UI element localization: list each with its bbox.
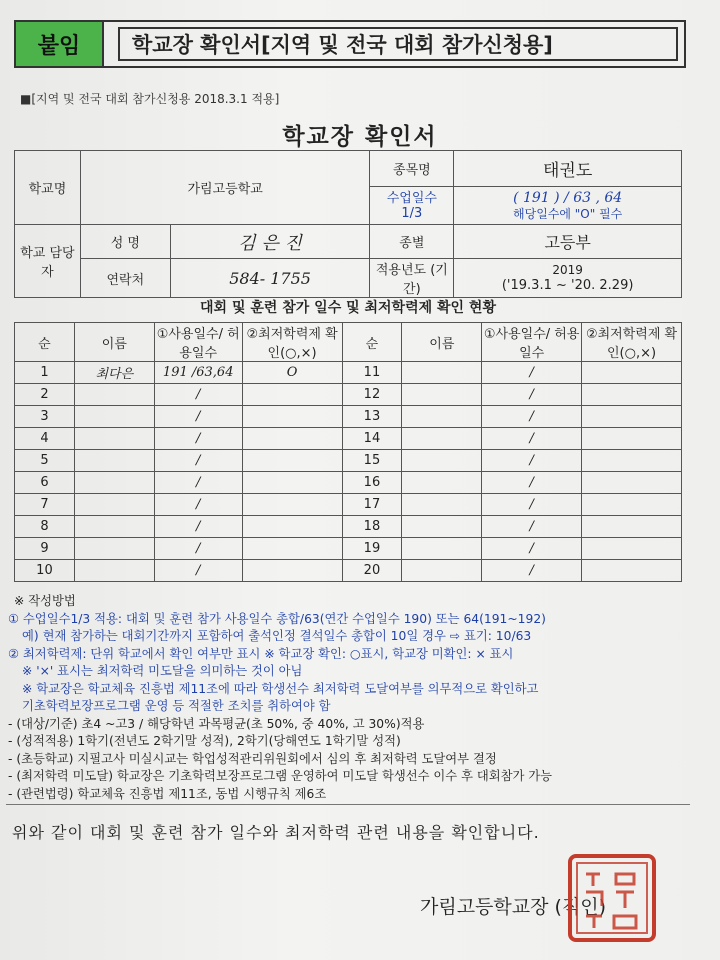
row-check — [582, 406, 682, 428]
table-row — [15, 516, 682, 538]
row-name — [402, 406, 482, 428]
division-value: 고등부 — [454, 225, 682, 259]
row-no: 10 — [15, 560, 75, 582]
row-days: / — [482, 516, 582, 538]
participation-table — [14, 322, 682, 582]
form-version-note: ■[지역 및 전국 대회 참가신청용 2018.3.1 적용] — [20, 92, 280, 106]
table-row — [15, 428, 682, 450]
row-days: / — [482, 560, 582, 582]
table-row — [15, 384, 682, 406]
row-days: / — [154, 450, 242, 472]
note-5: - (대상/기준) 초4 ~고3 / 해당학년 과목평균(초 50%, 중 40%, 고 30%)적용 — [8, 716, 425, 731]
row-no: 16 — [342, 472, 402, 494]
row-name — [402, 516, 482, 538]
row-days: / — [482, 450, 582, 472]
note-6: - (성적적용) 1학기(전년도 2학기말 성적), 2학기(당해연도 1학기말 성적) — [8, 734, 401, 748]
row-name — [74, 472, 154, 494]
row-check — [582, 472, 682, 494]
row-check — [242, 406, 342, 428]
row-no: 7 — [15, 494, 75, 516]
attachment-label: 붙임 — [16, 22, 104, 66]
class-days-value: ( 191 ) / 63 , 64 — [513, 189, 623, 206]
table-row — [15, 472, 682, 494]
row-name — [74, 560, 154, 582]
row-no: 8 — [15, 516, 75, 538]
class-days-note: 해당일수에 "O" 필수 — [513, 206, 623, 221]
period-label: 적용년도 (기간) — [370, 259, 454, 298]
row-no: 12 — [342, 384, 402, 406]
row-name — [74, 384, 154, 406]
row-days: / — [482, 406, 582, 428]
row-no: 4 — [15, 428, 75, 450]
contact-label: 연락처 — [80, 259, 170, 298]
row-days: / — [482, 362, 582, 384]
class-days-fraction: 1/3 — [401, 205, 423, 221]
period-year: 2019 — [552, 263, 583, 277]
row-days: / — [154, 472, 242, 494]
status-table-title: 대회 및 훈련 참가 일수 및 최저학력제 확인 현황 — [200, 300, 496, 316]
row-name — [402, 560, 482, 582]
row-check — [582, 560, 682, 582]
table-row — [15, 494, 682, 516]
row-name — [74, 538, 154, 560]
row-name: 최다은 — [74, 362, 154, 384]
row-check — [242, 472, 342, 494]
school-label: 학교명 — [15, 151, 81, 225]
row-name — [402, 538, 482, 560]
col-academic-left: ②최저학력제 확인(○,×) — [242, 323, 342, 362]
note-2: ② 최저학력제: 단위 학교에서 확인 여부만 표시 ※ 학교장 확인: ○표시, 학교장 미확인: × 표시 — [8, 646, 514, 661]
col-academic-right: ②최저학력제 확인(○,×) — [582, 323, 682, 362]
row-check — [582, 516, 682, 538]
note-4a: ※ 학교장은 학교체육 진흥법 제11조에 따라 학생선수 최저학력 도달여부를 의무적으로 확인하고 — [22, 681, 539, 696]
row-no: 2 — [15, 384, 75, 406]
notes-heading: ※ 작성방법 — [14, 594, 76, 608]
row-check — [582, 362, 682, 384]
row-days: / — [154, 494, 242, 516]
header-title: 학교장 확인서[지역 및 전국 대회 참가신청용] — [118, 27, 678, 61]
row-name — [402, 472, 482, 494]
row-no: 14 — [342, 428, 402, 450]
note-3: ※ '×' 표시는 최저학력 미도달을 의미하는 것이 아님 — [22, 664, 303, 678]
instructions — [8, 593, 698, 803]
row-name — [74, 516, 154, 538]
header-bar — [14, 20, 686, 68]
row-check — [582, 428, 682, 450]
row-check — [242, 516, 342, 538]
school-name: 가림고등학교 — [80, 151, 370, 225]
row-no: 20 — [342, 560, 402, 582]
row-no: 1 — [15, 362, 75, 384]
row-no: 19 — [342, 538, 402, 560]
row-check — [242, 384, 342, 406]
division-label: 종별 — [370, 225, 454, 259]
manager-name: 김 은 진 — [170, 225, 370, 259]
row-days: / — [154, 428, 242, 450]
row-no: 15 — [342, 450, 402, 472]
row-days: / — [154, 560, 242, 582]
row-days: 191 /63,64 — [154, 362, 242, 384]
table-row — [15, 560, 682, 582]
row-name — [402, 494, 482, 516]
row-check — [242, 428, 342, 450]
confirmation-statement: 위와 같이 대회 및 훈련 참가 일수와 최저학력 관련 내용을 확인합니다. — [12, 823, 540, 842]
note-4b: 기초학력보장프로그램 운영 등 적절한 조치를 취하여야 함 — [22, 699, 331, 713]
manager-label: 학교 담당자 — [15, 225, 81, 298]
col-days-right: ①사용일수/ 허용일수 — [482, 323, 582, 362]
col-no-left: 순 — [15, 323, 75, 362]
note-1a: ① 수업일수1/3 적용: 대회 및 훈련 참가 사용일수 총합/63(연간 수업일수 190) 또는 64(191~192) — [8, 611, 546, 626]
period-value: ('19.3.1 ~ '20. 2.29) — [501, 278, 634, 293]
row-no: 6 — [15, 472, 75, 494]
row-check — [242, 494, 342, 516]
row-check — [242, 450, 342, 472]
row-name — [74, 450, 154, 472]
row-name — [402, 428, 482, 450]
sport-value: 태권도 — [454, 151, 682, 187]
note-1b: 예) 현재 참가하는 대회기간까지 포함하여 출석인정 결석일수 총합이 10일 경우 ⇨ 표기: 10/63 — [22, 629, 532, 643]
official-seal-icon — [566, 852, 658, 944]
row-check — [582, 450, 682, 472]
row-check: O — [242, 362, 342, 384]
row-name — [74, 406, 154, 428]
row-no: 9 — [15, 538, 75, 560]
row-days: / — [154, 538, 242, 560]
table-row — [15, 362, 682, 384]
row-days: / — [154, 406, 242, 428]
row-no: 11 — [342, 362, 402, 384]
row-days: / — [482, 472, 582, 494]
table-row — [15, 450, 682, 472]
row-name — [402, 384, 482, 406]
document-title: 학교장 확인서 — [282, 124, 438, 150]
row-days: / — [154, 384, 242, 406]
row-days: / — [482, 428, 582, 450]
row-name — [74, 428, 154, 450]
row-check — [582, 494, 682, 516]
row-days: / — [482, 384, 582, 406]
row-check — [582, 384, 682, 406]
row-days: / — [482, 538, 582, 560]
row-no: 17 — [342, 494, 402, 516]
row-check — [242, 538, 342, 560]
name-label: 성 명 — [80, 225, 170, 259]
row-days: / — [154, 516, 242, 538]
note-8: - (최저학력 미도달) 학교장은 기초학력보장프로그램 운영하여 미도달 학생선수 이수 후 대회참가 가능 — [8, 769, 553, 783]
note-7: - (초등학교) 지필고사 미실시교는 학업성적관리위원회에서 심의 후 최저학력 도달여부 결정 — [8, 751, 497, 766]
row-no: 18 — [342, 516, 402, 538]
class-days-label: 수업일수 — [386, 190, 437, 206]
col-days-left: ①사용일수/ 허용일수 — [154, 323, 242, 362]
col-name-left: 이름 — [74, 323, 154, 362]
row-no: 5 — [15, 450, 75, 472]
row-check — [582, 538, 682, 560]
principal-signature: 가림고등학교장 (직인) — [420, 896, 607, 918]
col-name-right: 이름 — [402, 323, 482, 362]
table-row — [15, 538, 682, 560]
row-no: 3 — [15, 406, 75, 428]
note-9: - (관련법령) 학교체육 진흥법 제11조, 동법 시행규칙 제6조 — [8, 786, 327, 801]
row-check — [242, 560, 342, 582]
row-name — [74, 494, 154, 516]
info-table — [14, 150, 682, 298]
row-no: 13 — [342, 406, 402, 428]
col-no-right: 순 — [342, 323, 402, 362]
row-name — [402, 450, 482, 472]
row-days: / — [482, 494, 582, 516]
sport-label: 종목명 — [370, 151, 454, 187]
table-row — [15, 406, 682, 428]
row-name — [402, 362, 482, 384]
notes-divider — [6, 804, 690, 805]
contact-value: 584- 1755 — [170, 259, 370, 298]
